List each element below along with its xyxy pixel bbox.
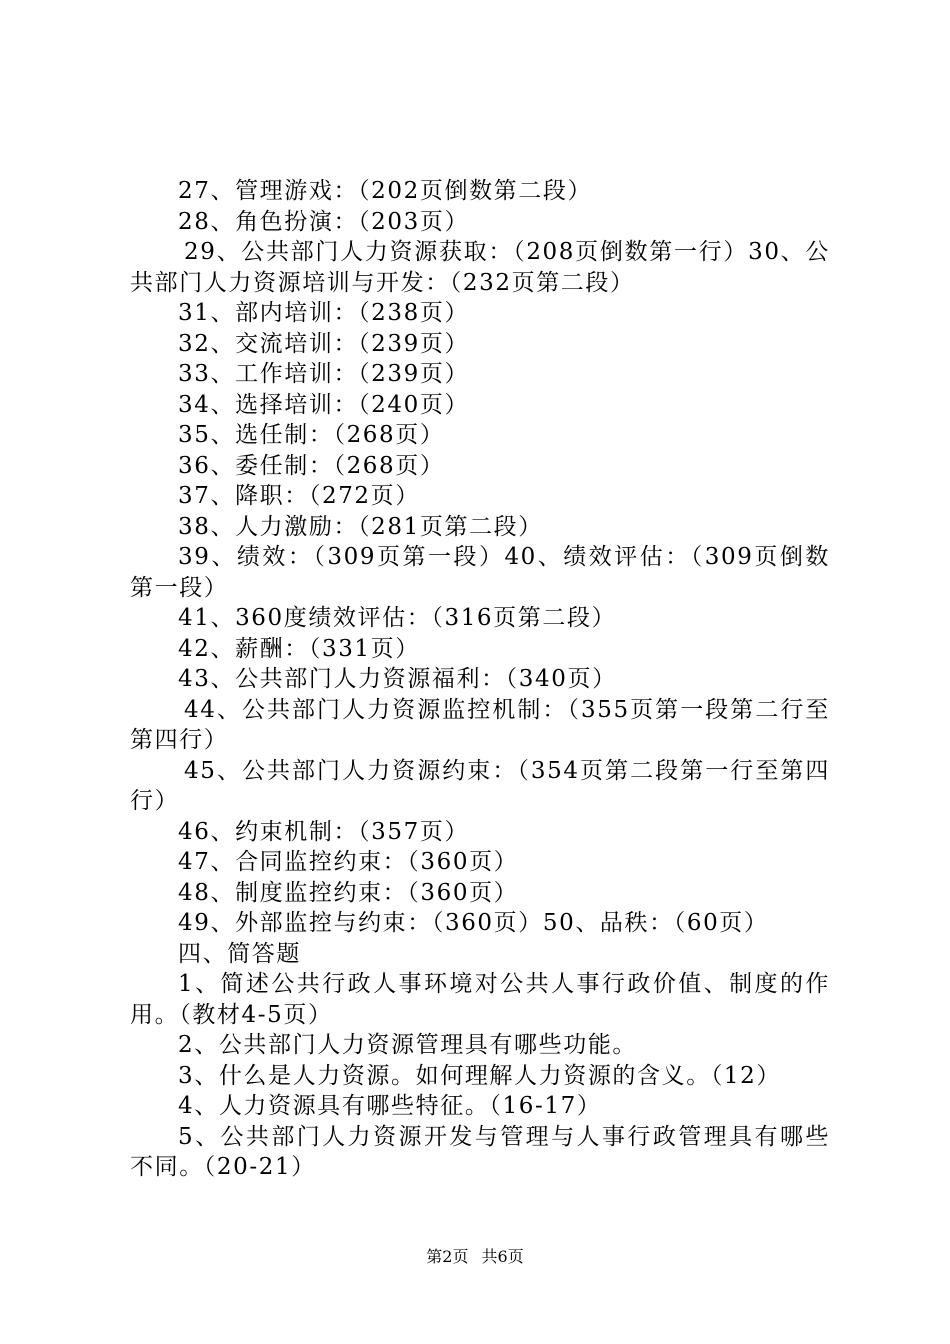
paragraph: 5、公共部门人力资源开发与管理与人事行政管理具有哪些不同。（20-21） (130, 1123, 830, 1180)
page-total: 共6页 (481, 1247, 524, 1266)
paragraph: 29、公共部门人力资源获取：（208页倒数第一行）30、公共部门人力资源培训与开发：（232页第二段） (130, 239, 830, 296)
paragraph: 45、公共部门人力资源约束：（354页第二段第一行至第四行） (130, 757, 830, 814)
paragraph: 32、交流培训：（239页） (178, 330, 470, 357)
paragraph: 27、管理游戏：（202页倒数第二段） (178, 178, 593, 204)
paragraph: 4、人力资源具有哪些特征。（16-17） (178, 1093, 602, 1119)
paragraph: 34、选择培训：（240页） (178, 391, 470, 418)
paragraph: 49、外部监控与约束：（360页）50、品秩：（60页） (178, 910, 769, 936)
paragraph: 48、制度监控约束：（360页） (178, 879, 519, 906)
paragraph: 1、简述公共行政人事环境对公共人事行政价值、制度的作用。（教材4-5页） (130, 971, 830, 1028)
document-body (130, 176, 830, 1183)
paragraph: 43、公共部门人力资源福利：（340页） (178, 666, 617, 692)
paragraph: 28、角色扮演：（203页） (178, 208, 470, 235)
page-number: 第2页 (426, 1247, 469, 1266)
paragraph: 44、公共部门人力资源监控机制：（355页第一段第二行至第四行） (130, 696, 830, 753)
paragraph: 37、降职：（272页） (178, 483, 420, 509)
paragraph: 46、约束机制：（357页） (178, 818, 470, 845)
section-heading: 四、简答题 (178, 940, 301, 967)
paragraph: 38、人力激励：（281页第二段） (178, 513, 543, 540)
paragraph: 3、什么是人力资源。如何理解人力资源的含义。（12） (178, 1062, 781, 1089)
paragraph: 35、选任制：（268页） (178, 422, 445, 448)
paragraph: 47、合同监控约束：（360页） (178, 849, 519, 875)
paragraph: 42、薪酬：（331页） (178, 635, 420, 662)
paragraph: 41、360度绩效评估：（316页第二段） (178, 605, 617, 631)
page-footer (0, 1244, 950, 1267)
paragraph: 39、绩效：（309页第一段）40、绩效评估：（309页倒数第一段） (130, 544, 830, 601)
paragraph: 36、委任制：（268页） (178, 452, 445, 479)
paragraph: 31、部内培训：（238页） (178, 300, 470, 326)
paragraph: 33、工作培训：（239页） (178, 361, 470, 387)
paragraph: 2、公共部门人力资源管理具有哪些功能。 (178, 1032, 638, 1058)
